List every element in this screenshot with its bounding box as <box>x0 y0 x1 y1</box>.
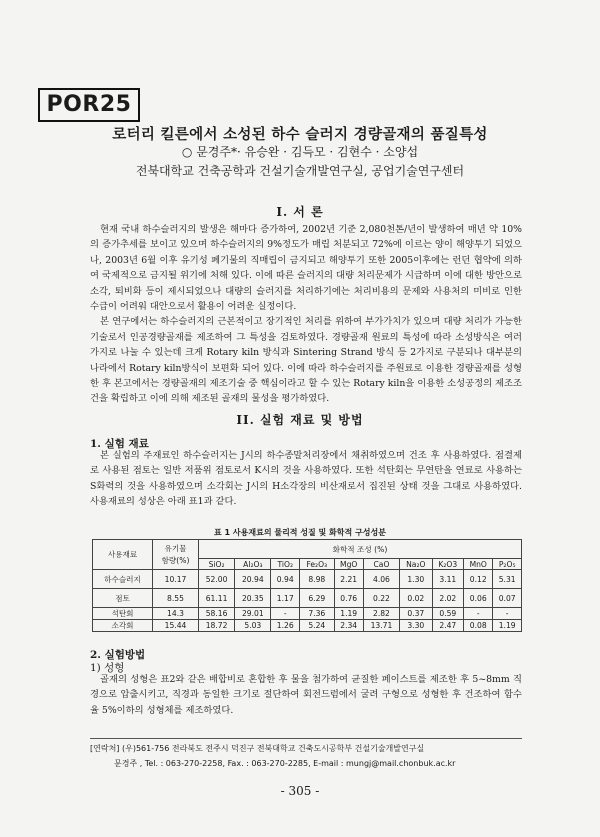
table-header-chem-col: SiO₂ <box>198 559 234 570</box>
table-cell-material: 소각회 <box>93 620 153 632</box>
contact-divider <box>90 738 522 739</box>
table-cell: 0.37 <box>400 608 432 620</box>
table-cell: 2.82 <box>363 608 399 620</box>
table-header-chem-col: Fe₂O₃ <box>300 559 335 570</box>
table-header-chem-col: Na₂O <box>400 559 432 570</box>
table-cell: 20.94 <box>235 570 271 589</box>
table-cell: 0.12 <box>464 570 493 589</box>
table-header-chemical: 화학적 조성 (%) <box>198 540 521 559</box>
table-cell: 2.34 <box>334 620 363 632</box>
intro-paragraph: 현재 국내 하수슬러지의 발생은 해마다 증가하여, 2002년 기준 2,080천톤/년이 발생하여 매년 약 10%의 증가추세를 보이고 있으며 하수슬러지의 9%정도가 매립 처분되고 72%에 이르는 양이 해양투기 되었으나, 2003년 6월 이후 유기성 폐기물의 직매립이 금지되고 해양투기 또한 2005이후에는 런던 협약에 의하여 국제적으로 금지될 위기에 처해 있다. 이에 따른 슬러지의 대량 처리문제가 시급하며 이에 대한 방안으로 소각, 퇴비화 등이 제시되었으나 대량의 슬러지를 처리하기에는 처리비용의 문제와 사용처의 미비로 인한 수급이 어려워 대안으로서 활용이 어려운 실정이다. <box>90 224 522 313</box>
table-cell: - <box>464 608 493 620</box>
affiliation-line: 전북대학교 건축공학과 건설기술개발연구실, 공업기술연구센터 <box>135 164 465 178</box>
table-header-chem-col: TiO₂ <box>271 559 300 570</box>
table-header-chem-col: K₂O3 <box>432 559 464 570</box>
table-cell: 2.02 <box>432 589 464 608</box>
section-title-materials-methods: II. 실험 재료 및 방법 <box>236 413 364 427</box>
table-cell: 7.36 <box>300 608 335 620</box>
section-title-introduction: I. 서 론 <box>276 205 324 219</box>
table-cell: 14.3 <box>153 608 199 620</box>
paper-title: 로터리 킬른에서 소성된 하수 슬러지 경량골재의 품질특성 <box>112 126 488 143</box>
table-row <box>93 608 522 620</box>
intro-paragraph: 본 연구에서는 하수슬러지의 근본적이고 장기적인 처리를 위하여 부가가치가 있으며 대량 처리가 가능한 기술로서 인공경량골재를 제조하여 그 특성을 검토하였다. 경량골재 원료의 특성에 따라 소성방식은 여러 가지로 나눌 수 있는데 크게 Rotary kiln 방식과 Sintering Strand 방식 등 2가지로 구분되나 대부분의 나라에서 Rotary kiln방식이 보편화 되어 있다. 이에 따라 하수슬러지를 주원료로 이용한 경량골재를 성형한 후 본고에서는 경량골재의 제조기술 중 핵심이라고 할 수 있는 Rotary kiln을 이용한 소성공정의 제조조건을 확립하고 이에 의해 제조된 골재의 물성을 평가하였다. <box>90 316 522 405</box>
table-cell: 0.22 <box>363 589 399 608</box>
table-cell: 1.19 <box>334 608 363 620</box>
table-cell: 52.00 <box>198 570 234 589</box>
subsection-heading-methods: 2. 실험방법 <box>90 649 146 661</box>
table-header-chem-col: MgO <box>334 559 363 570</box>
table-header-chem-col: P₂O₅ <box>493 559 522 570</box>
table-cell: 15.44 <box>153 620 199 632</box>
table-cell: 5.03 <box>235 620 271 632</box>
table-cell: 29.01 <box>235 608 271 620</box>
table-cell: 2.47 <box>432 620 464 632</box>
materials-composition-table <box>92 539 522 632</box>
materials-paragraph: 본 실험의 주재료인 하수슬러지는 J시의 하수종말처리장에서 채취하였으며 건조 후 사용하였다. 점결제로 사용된 점토는 일반 저품위 점토로서 K시의 것을 사용하였다. 또한 석탄회는 무연탄을 연료로 사용하는 S화력의 것을 사용하였으며 소각회는 J시의 H소각장의 비산재로서 집진된 상태 것을 그대로 사용하였다. 사용재료의 성상은 아래 표1과 같다. <box>90 450 522 508</box>
table-row <box>93 589 522 608</box>
table-cell: 0.08 <box>464 620 493 632</box>
table-cell: 6.29 <box>300 589 335 608</box>
table-cell-material: 석탄회 <box>93 608 153 620</box>
paper-code-box: POR25 <box>38 88 140 122</box>
table-cell: 20.35 <box>235 589 271 608</box>
contact-address: [연락처] (우)561-756 전라북도 전주시 덕진구 전북대학교 건축도시공학부 건설기술개발연구실 <box>90 744 425 753</box>
table-header-chem-col: CaO <box>363 559 399 570</box>
table-cell: 8.55 <box>153 589 199 608</box>
table-cell: 2.21 <box>334 570 363 589</box>
introduction-body <box>90 222 522 407</box>
table-header-moisture: 유기물 함량(%) <box>153 540 199 570</box>
table-cell: 1.17 <box>271 589 300 608</box>
table-cell: 0.76 <box>334 589 363 608</box>
table-row <box>93 570 522 589</box>
table-cell: 0.06 <box>464 589 493 608</box>
materials-body <box>90 448 522 510</box>
table-cell: 3.30 <box>400 620 432 632</box>
table-row <box>93 620 522 632</box>
table-cell: 18.72 <box>198 620 234 632</box>
table-header-material: 사용재료 <box>93 540 153 570</box>
contact-details: 문경주 , Tel. : 063-270-2258, Fax. : 063-270-2285, E-mail : mungj@mail.chonbuk.ac.kr <box>114 759 456 768</box>
table-header-chem-col: Al₂O₃ <box>235 559 271 570</box>
page-number: - 305 - <box>280 784 320 798</box>
table-cell: 0.94 <box>271 570 300 589</box>
authors-line: ○ 문경주*· 유승완 · 김득모 · 김현수 · 소양섭 <box>181 145 419 159</box>
table-cell-material: 점토 <box>93 589 153 608</box>
sub-subsection-heading-forming: 1) 성형 <box>90 662 125 674</box>
table-caption: 표 1 사용재료의 물리적 성질 및 화학적 구성성분 <box>214 528 386 537</box>
forming-body <box>90 672 522 718</box>
table-cell: 0.02 <box>400 589 432 608</box>
table-cell: 61.11 <box>198 589 234 608</box>
table-cell: 1.30 <box>400 570 432 589</box>
table-cell: 1.19 <box>493 620 522 632</box>
table-cell: - <box>493 608 522 620</box>
table-cell: 4.06 <box>363 570 399 589</box>
table-cell: - <box>271 608 300 620</box>
table-cell: 0.59 <box>432 608 464 620</box>
table-cell: 5.31 <box>493 570 522 589</box>
table-cell: 0.07 <box>493 589 522 608</box>
table-cell: 58.16 <box>198 608 234 620</box>
forming-paragraph: 골재의 성형은 표2와 같은 배합비로 혼합한 후 물을 첨가하여 균질한 페이스트를 제조한 후 5~8mm 직경으로 압출시키고, 직경과 동일한 크기로 절단하여 회전드럼에서 굴려 구형으로 성형한 후 건조하여 함수율 5%이하의 성형체를 제조하였다. <box>90 674 522 716</box>
table-cell-material: 하수슬러지 <box>93 570 153 589</box>
table-header-chem-col: MnO <box>464 559 493 570</box>
table-cell: 1.26 <box>271 620 300 632</box>
subsection-heading-materials: 1. 실험 재료 <box>90 438 149 450</box>
table-cell: 8.98 <box>300 570 335 589</box>
table-cell: 5.24 <box>300 620 335 632</box>
table-cell: 10.17 <box>153 570 199 589</box>
table-cell: 13.71 <box>363 620 399 632</box>
table-cell: 3.11 <box>432 570 464 589</box>
